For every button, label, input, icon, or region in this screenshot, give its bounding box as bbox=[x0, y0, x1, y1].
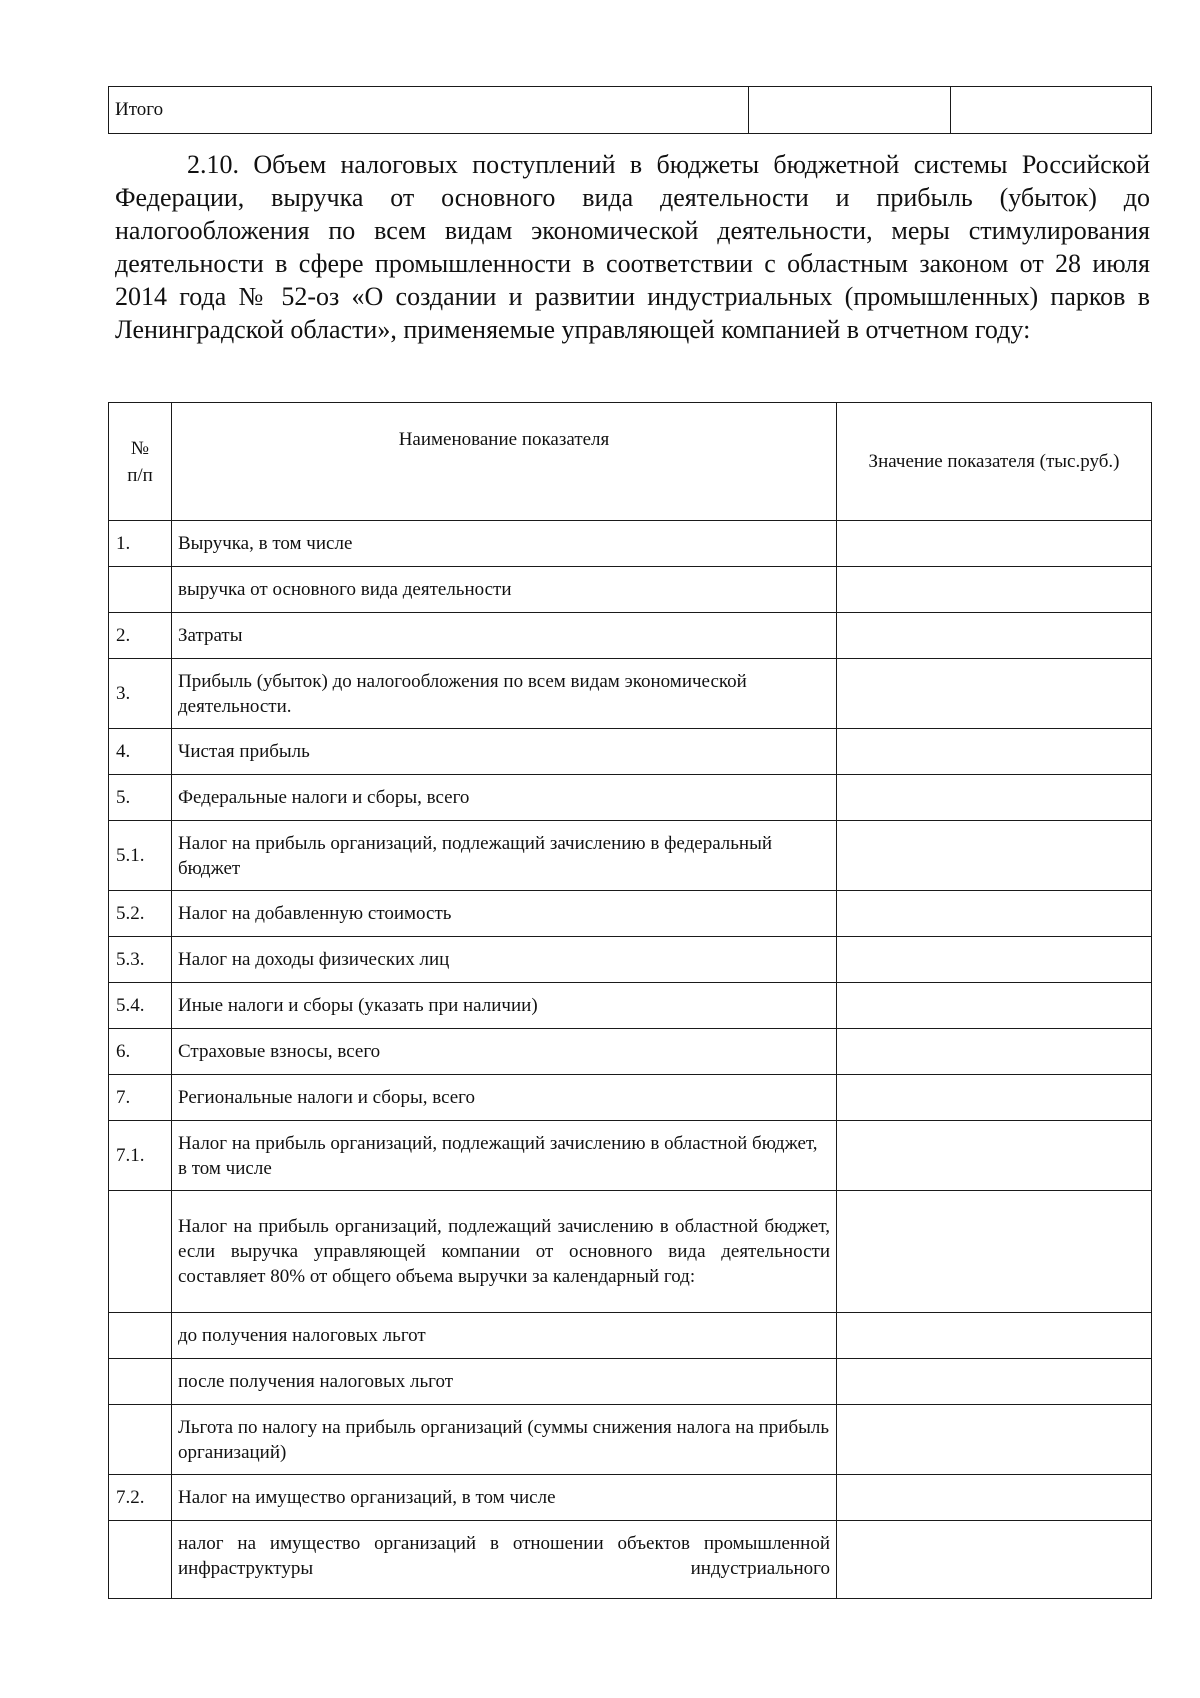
header-indicator-value: Значение показателя (тыс.руб.) bbox=[837, 403, 1152, 521]
row-value bbox=[837, 1029, 1152, 1075]
row-value bbox=[837, 775, 1152, 821]
table-row bbox=[109, 1121, 1152, 1191]
row-value bbox=[837, 1405, 1152, 1475]
table-row bbox=[109, 1521, 1152, 1599]
row-value bbox=[837, 1313, 1152, 1359]
table-row bbox=[109, 821, 1152, 891]
indicators-table bbox=[108, 402, 1152, 1599]
row-name: Иные налоги и сборы (указать при наличии) bbox=[172, 983, 837, 1029]
row-name: Чистая прибыль bbox=[172, 729, 837, 775]
header-number-symbol: № bbox=[130, 437, 150, 459]
row-name: выручка от основного вида деятельности bbox=[172, 567, 837, 613]
row-name: Льгота по налогу на прибыль организаций (суммы снижения налога на прибыль организаций) bbox=[172, 1405, 837, 1475]
table-row bbox=[109, 891, 1152, 937]
row-value bbox=[837, 659, 1152, 729]
header-indicator-name: Наименование показателя bbox=[172, 403, 837, 521]
row-number: 4. bbox=[109, 729, 172, 775]
total-value-cell-1 bbox=[749, 87, 951, 134]
row-name: Налог на прибыль организаций, подлежащий зачислению в областной бюджет, если выручка управляющей компании от основного вида деятельности составляет 80% от общего объема выручки за календарный год: bbox=[172, 1191, 837, 1313]
table-row bbox=[109, 937, 1152, 983]
table-row bbox=[109, 1475, 1152, 1521]
table-row bbox=[109, 613, 1152, 659]
row-value bbox=[837, 1475, 1152, 1521]
row-value bbox=[837, 821, 1152, 891]
row-value bbox=[837, 1521, 1152, 1599]
table-row bbox=[109, 775, 1152, 821]
row-name: Выручка, в том числе bbox=[172, 521, 837, 567]
row-name: Налог на добавленную стоимость bbox=[172, 891, 837, 937]
row-value bbox=[837, 521, 1152, 567]
table-row bbox=[109, 521, 1152, 567]
row-number bbox=[109, 1521, 172, 1599]
row-number bbox=[109, 1313, 172, 1359]
table-row bbox=[109, 567, 1152, 613]
row-name: Налог на прибыль организаций, подлежащий зачислению в областной бюджет, в том числе bbox=[172, 1121, 837, 1191]
row-value bbox=[837, 729, 1152, 775]
row-number bbox=[109, 1191, 172, 1313]
row-value bbox=[837, 891, 1152, 937]
row-name: после получения налоговых льгот bbox=[172, 1359, 837, 1405]
table-row bbox=[109, 659, 1152, 729]
row-value bbox=[837, 613, 1152, 659]
row-number: 5. bbox=[109, 775, 172, 821]
row-name: Затраты bbox=[172, 613, 837, 659]
row-value bbox=[837, 937, 1152, 983]
header-number bbox=[109, 403, 172, 521]
row-name: налог на имущество организаций в отношении объектов промышленной инфраструктуры индустриального bbox=[172, 1521, 837, 1599]
total-row bbox=[109, 87, 1152, 134]
table-row bbox=[109, 1359, 1152, 1405]
table-row bbox=[109, 1405, 1152, 1475]
row-number bbox=[109, 1359, 172, 1405]
row-name: Налог на имущество организаций, в том числе bbox=[172, 1475, 837, 1521]
row-number: 5.1. bbox=[109, 821, 172, 891]
row-number: 2. bbox=[109, 613, 172, 659]
row-value bbox=[837, 1121, 1152, 1191]
total-table bbox=[108, 86, 1152, 134]
row-number: 7.1. bbox=[109, 1121, 172, 1191]
row-number: 7. bbox=[109, 1075, 172, 1121]
row-name: Региональные налоги и сборы, всего bbox=[172, 1075, 837, 1121]
row-value bbox=[837, 1075, 1152, 1121]
table-row bbox=[109, 1029, 1152, 1075]
section-paragraph bbox=[115, 148, 1150, 346]
row-name: Федеральные налоги и сборы, всего bbox=[172, 775, 837, 821]
table-header-row bbox=[109, 403, 1152, 521]
row-name: Налог на доходы физических лиц bbox=[172, 937, 837, 983]
total-label: Итого bbox=[109, 87, 749, 134]
row-name: Страховые взносы, всего bbox=[172, 1029, 837, 1075]
header-number-abbr: п/п bbox=[127, 464, 153, 486]
row-name: Прибыль (убыток) до налогообложения по всем видам экономической деятельности. bbox=[172, 659, 837, 729]
row-number: 3. bbox=[109, 659, 172, 729]
paragraph-text: 2.10. Объем налоговых поступлений в бюджеты бюджетной системы Российской Федерации, выручка от основного вида деятельности и прибыль (убыток) до налогообложения по всем видам экономической деятельности, меры стимулирования деятельности в сфере промышленности в соответствии с областным законом от 28 июля 2014 года № 52-оз «О создании и развитии индустриальных (промышленных) парков в Ленинградской области», применяемые управляющей компанией в отчетном году: bbox=[115, 150, 1150, 344]
row-number: 5.3. bbox=[109, 937, 172, 983]
row-value bbox=[837, 983, 1152, 1029]
table-row bbox=[109, 983, 1152, 1029]
table-row bbox=[109, 1075, 1152, 1121]
row-number: 5.2. bbox=[109, 891, 172, 937]
row-name: до получения налоговых льгот bbox=[172, 1313, 837, 1359]
row-number bbox=[109, 1405, 172, 1475]
row-number: 7.2. bbox=[109, 1475, 172, 1521]
row-number: 5.4. bbox=[109, 983, 172, 1029]
table-row bbox=[109, 1313, 1152, 1359]
table-row bbox=[109, 729, 1152, 775]
row-name: Налог на прибыль организаций, подлежащий зачислению в федеральный бюджет bbox=[172, 821, 837, 891]
row-value bbox=[837, 567, 1152, 613]
total-value-cell-2 bbox=[951, 87, 1152, 134]
row-number: 1. bbox=[109, 521, 172, 567]
row-value bbox=[837, 1359, 1152, 1405]
row-number: 6. bbox=[109, 1029, 172, 1075]
row-value bbox=[837, 1191, 1152, 1313]
row-number bbox=[109, 567, 172, 613]
table-row bbox=[109, 1191, 1152, 1313]
